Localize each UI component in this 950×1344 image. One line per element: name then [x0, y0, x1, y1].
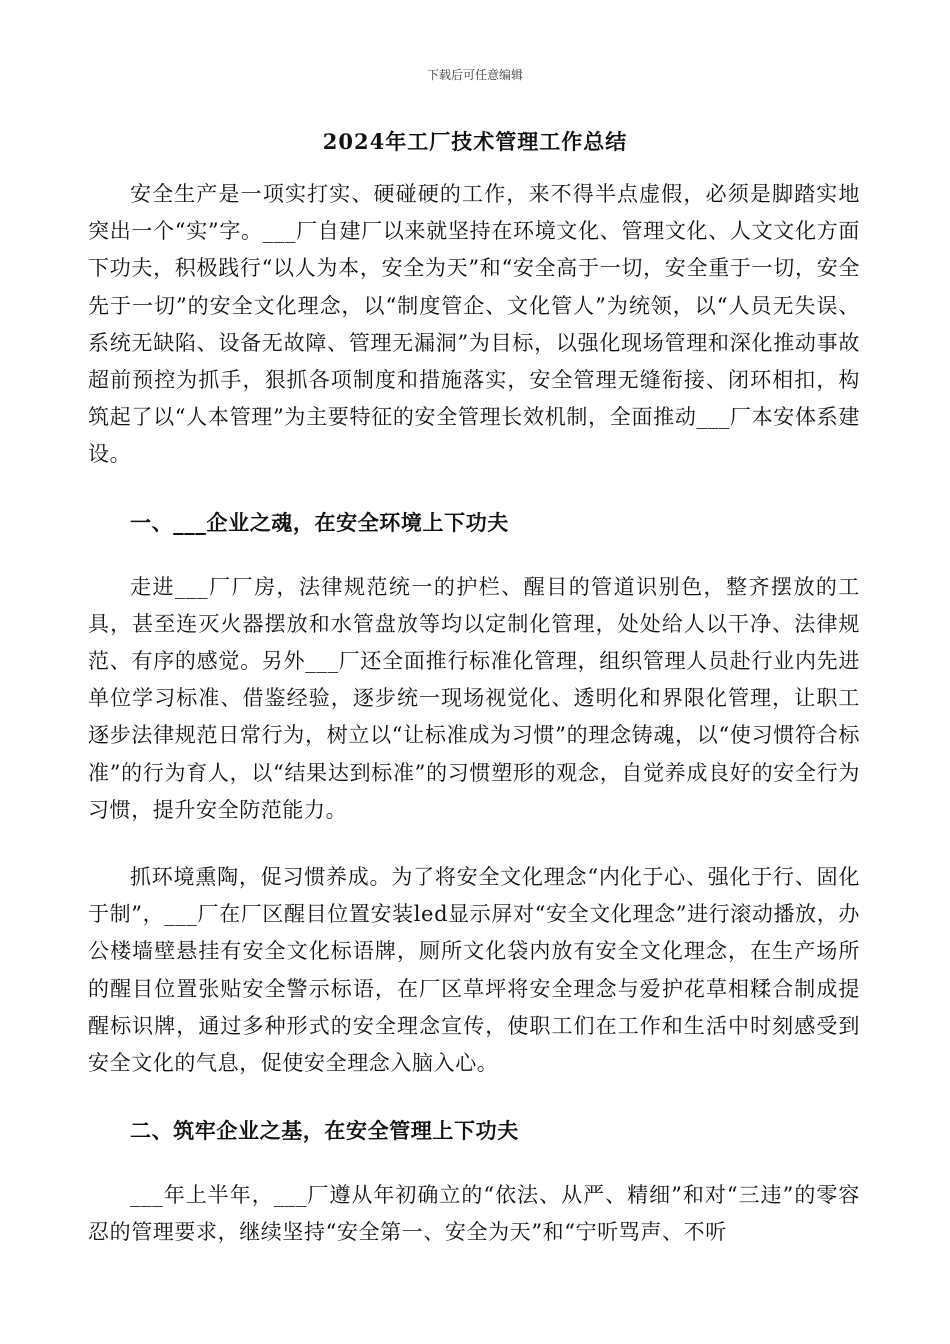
document-body: [88, 176, 860, 1282]
paragraph-section2-a: ___年上半年，___厂遵从年初确立的“依法、从严、精细”和对“三违”的零容忍的管理要求，继续坚持“安全第一、安全为天”和“宁听骂声、不听: [88, 1183, 860, 1245]
paragraph-section1-b: 抓环境熏陶，促习惯养成。为了将安全文化理念“内化于心、强化于行、固化于制”，___厂在厂区醒目位置安装led显示屏对“安全文化理念”进行滚动播放，办公楼墙壁悬挂有安全文化标语牌，厕所文化袋内放有安全文化理念，在生产场所的醒目位置张贴安全警示标语，在厂区草坪将安全理念与爱护花草相糅合制成提醒标识牌，通过多种形式的安全理念宣传，使职工们在工作和生活中时刻感受到安全文化的气息，促使安全理念入脑入心。: [88, 865, 860, 1076]
page-header-note: 下载后可任意编辑: [426, 68, 523, 82]
section-heading-2: 二、筑牢企业之基，在安全管理上下功夫: [130, 1118, 519, 1144]
paragraph-section1-a: 走进___厂厂房，法律规范统一的护栏、醒目的管道识别色，整齐摆放的工具，甚至连灭火器摆放和水管盘放等均以定制化管理，处处给人以干净、法律规范、有序的感觉。另外___厂还全面推行标准化管理，组织管理人员赴行业内先进单位学习标准、借鉴经验，逐步统一现场视觉化、透明化和界限化管理，让职工逐步法律规范日常行为，树立以“让标准成为习惯”的理念铸魂，以“使习惯符合标准”的行为育人，以“结果达到标准”的习惯塑形的观念，自觉养成良好的安全行为习惯，提升安全防范能力。: [88, 574, 860, 822]
paragraph-intro: 安全生产是一项实打实、硬碰硬的工作，来不得半点虚假，必须是脚踏实地突出一个“实”字。___厂自建厂以来就坚持在环境文化、管理文化、人文文化方面下功夫，积极践行“以人为本，安全为天”和“安全高于一切，安全重于一切，安全先于一切”的安全文化理念，以“制度管企、文化管人”为统领，以“人员无失误、系统无缺陷、设备无故障、管理无漏洞”为目标，以强化现场管理和深化推动事故超前预控为抓手，狠抓各项制度和措施落实，安全管理无缝衔接、闭环相扣，构筑起了以“人本管理”为主要特征的安全管理长效机制，全面推动___厂本安体系建设。: [88, 182, 860, 467]
document-title: 2024年工厂技术管理工作总结: [322, 129, 628, 154]
section-heading-1: 一、___企业之魂，在安全环境上下功夫: [130, 509, 509, 535]
